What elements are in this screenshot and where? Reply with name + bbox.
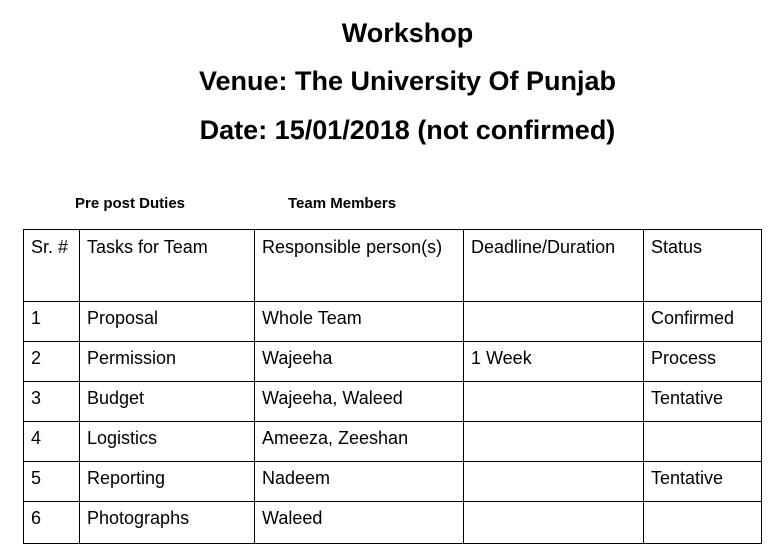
cell-sr-no: 2 (24, 342, 80, 382)
cell-deadline (464, 502, 644, 544)
cell-responsible: Nadeem (255, 462, 464, 502)
cell-sr-no: 5 (24, 462, 80, 502)
cell-deadline (464, 302, 644, 342)
cell-responsible: Wajeeha, Waleed (255, 382, 464, 422)
cell-deadline (464, 422, 644, 462)
cell-task: Logistics (80, 422, 255, 462)
table-row (24, 462, 762, 502)
duties-table (23, 229, 762, 544)
cell-task: Proposal (80, 302, 255, 342)
cell-deadline (464, 462, 644, 502)
table-row (24, 502, 762, 544)
cell-responsible: Wajeeha (255, 342, 464, 382)
cell-deadline: 1 Week (464, 342, 644, 382)
venue-line: Venue: The University Of Punjab (198, 66, 617, 96)
table-header-row (24, 230, 762, 302)
cell-task: Reporting (80, 462, 255, 502)
header-tasks: Tasks for Team (80, 230, 255, 302)
cell-sr-no: 1 (24, 302, 80, 342)
cell-sr-no: 4 (24, 422, 80, 462)
table-row (24, 302, 762, 342)
cell-task: Budget (80, 382, 255, 422)
cell-status: Tentative (644, 382, 762, 422)
cell-task: Permission (80, 342, 255, 382)
cell-status: Process (644, 342, 762, 382)
cell-status: Tentative (644, 462, 762, 502)
date-line: Date: 15/01/2018 (not confirmed) (199, 115, 616, 145)
cell-deadline (464, 382, 644, 422)
header-deadline: Deadline/Duration (464, 230, 644, 302)
cell-status: Confirmed (644, 302, 762, 342)
cell-responsible: Waleed (255, 502, 464, 544)
document-title: Workshop (341, 18, 474, 48)
header-status: Status (644, 230, 762, 302)
cell-responsible: Ameeza, Zeeshan (255, 422, 464, 462)
cell-task: Photographs (80, 502, 255, 544)
pre-post-duties-heading: Pre post Duties (75, 195, 186, 212)
table-row (24, 422, 762, 462)
cell-sr-no: 3 (24, 382, 80, 422)
header-responsible: Responsible person(s) (255, 230, 464, 302)
cell-responsible: Whole Team (255, 302, 464, 342)
table-row (24, 342, 762, 382)
header-sr-no: Sr. # (24, 230, 80, 302)
cell-status (644, 502, 762, 544)
cell-status (644, 422, 762, 462)
cell-sr-no: 6 (24, 502, 80, 544)
team-members-heading: Team Members (288, 195, 397, 212)
table-row (24, 382, 762, 422)
